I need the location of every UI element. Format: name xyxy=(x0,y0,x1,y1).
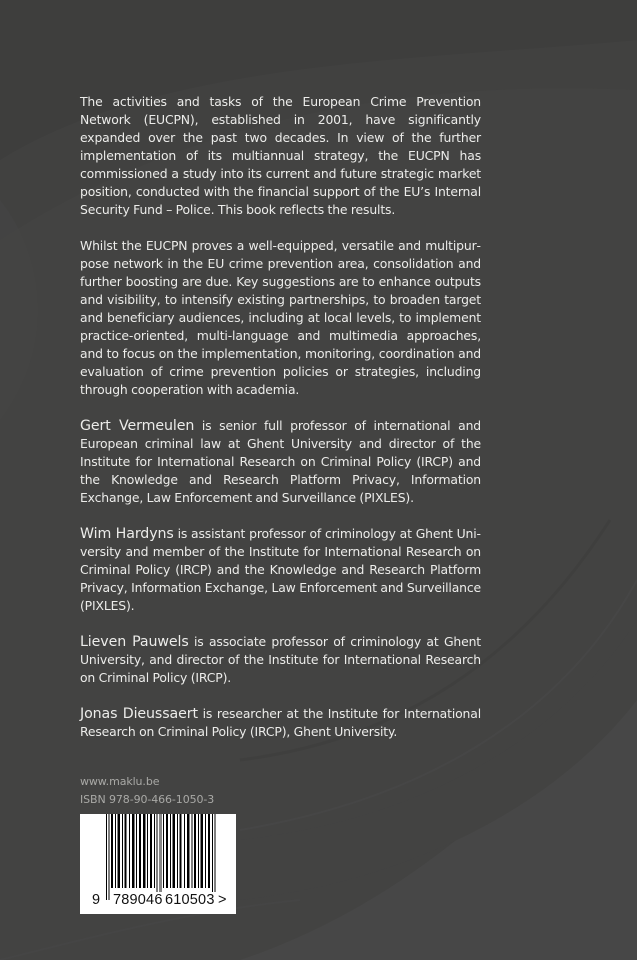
author-bio-1 xyxy=(80,417,481,507)
publisher-info xyxy=(80,773,214,809)
publisher-website: www.maklu.be xyxy=(80,775,160,788)
author-name: Wim Hardyns xyxy=(80,526,174,542)
barcode-digits xyxy=(82,892,232,908)
isbn-barcode xyxy=(80,814,236,914)
author-bio-3 xyxy=(80,633,481,687)
author-bio-text: is senior full professor of international and European criminal law at Ghent University and director of the Institute for International Research on Criminal Policy (IRCP) and the Knowledge and Research Platform Privacy, Information Exchange, Law Enforcement and Surveillance (PIXLES). xyxy=(80,418,481,505)
isbn-label: ISBN 978-90-466-1050-3 xyxy=(80,793,215,806)
barcode-first-digit: 9 xyxy=(92,892,101,908)
author-bio-4 xyxy=(80,705,481,741)
author-name: Gert Vermeulen xyxy=(80,418,195,434)
author-bio-text: is associate professor of criminology at Ghent University, and director of the Institute for International Research on Criminal Policy (IRCP). xyxy=(80,634,481,685)
barcode-right-group: 610503 xyxy=(165,892,215,908)
author-bio-text: is assistant professor of criminology at Ghent University and member of the Institute for International Research on Criminal Policy (IRCP) and the Knowledge and Research Platform Privacy, Information Exchange, Law Enforcement and Surveillance (PIXLES). xyxy=(80,526,481,613)
author-bio-text: is researcher at the Institute for International Research on Criminal Policy (IRCP), Ghent University. xyxy=(80,706,481,739)
barcode-quiet-zone-marker: > xyxy=(218,892,227,908)
barcode-bars-icon xyxy=(106,814,217,900)
blurb-paragraph-2: Whilst the EUCPN proves a well-equipped, versatile and multipurpose network in the EU crime prevention area, consolidation and further boosting are due. Key suggestions are to enhance outputs and visibility, to intensify existing partnerships, to broaden target and beneficiary audiences, including at local levels, to implement practice-oriented, multi-language and multimedia approaches, and to focus on the implementation, monitoring, coordination and evaluation of crime prevention policies or strategies, including through cooperation with academia. xyxy=(80,238,481,397)
back-cover-text xyxy=(80,93,481,759)
author-bio-2 xyxy=(80,525,481,615)
blurb-paragraph-1: The activities and tasks of the European Crime Prevention Network (EUCPN), established in 2001, have significantly expanded over the past two decades. In view of the further implementation of its multiannual strategy, the EUCPN has commissioned a study into its current and future strategic market position, conducted with the financial support of the EU’s Internal Security Fund – Police. This book reflects the results. xyxy=(80,94,481,217)
barcode-left-group: 789046 xyxy=(113,892,163,908)
author-name: Jonas Dieussaert xyxy=(80,706,198,722)
author-name: Lieven Pauwels xyxy=(80,634,189,650)
